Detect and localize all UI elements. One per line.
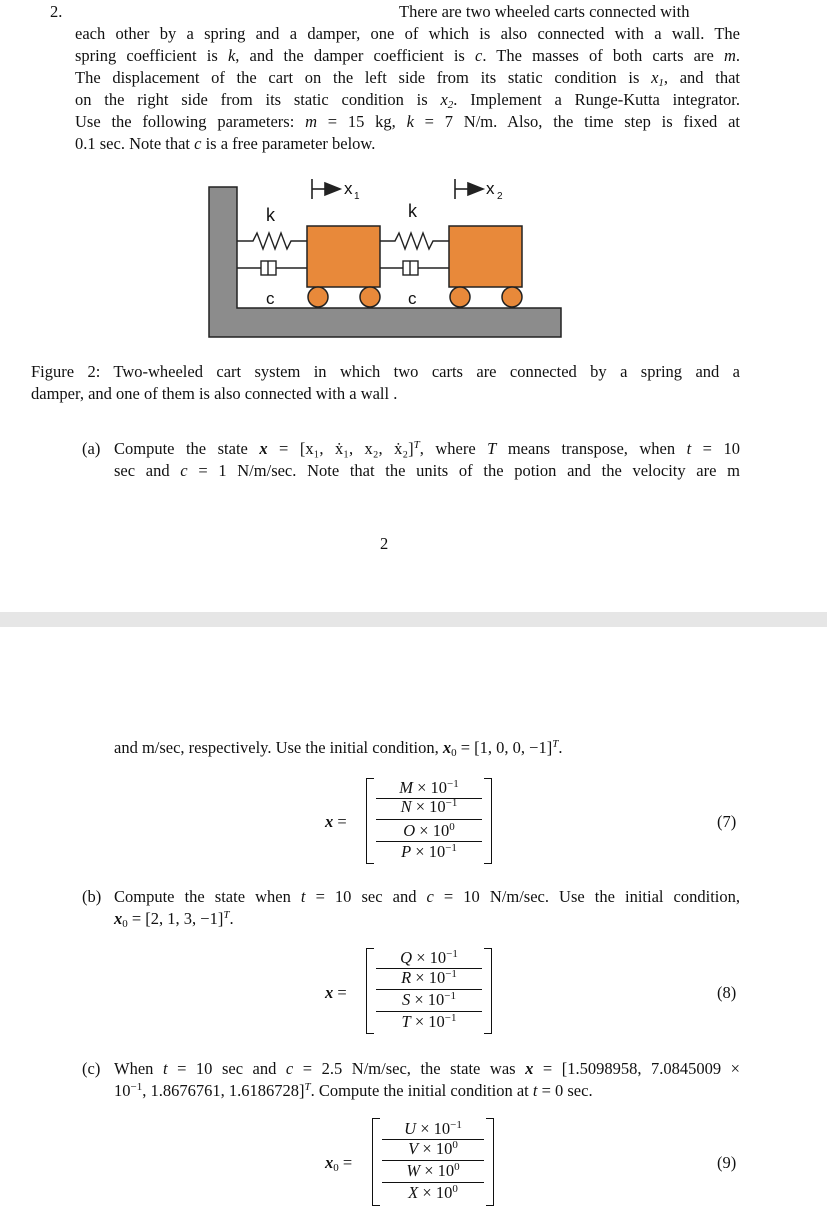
problem-intro-line-4: on the right side from its static condition is $x_2$. Implement a Runge-Kutta integrator. bbox=[75, 90, 741, 111]
matrix-c-row-3: $W \times 10^0$ bbox=[406, 1161, 460, 1180]
matrix-c-row-1: $U \times 10^{-1}$ bbox=[404, 1119, 462, 1138]
matrix-b-row-3: $S \times 10^{-1}$ bbox=[401, 990, 457, 1009]
label-k-right: k bbox=[408, 201, 417, 221]
part-a-line-2: sec and c = 1 N/m/sec. Note that the units of the potion and the velocity are m bbox=[114, 461, 740, 480]
matrix-b-row-4: $T \times 10^{-1}$ bbox=[401, 1012, 457, 1031]
matrix-b-row-2: $R \times 10^{-1}$ bbox=[401, 968, 457, 987]
label-x1-sub: 1 bbox=[354, 191, 360, 202]
damper-left bbox=[237, 261, 307, 275]
part-b-lhs: x = bbox=[325, 983, 347, 1002]
equation-number-9: (9) bbox=[717, 1153, 737, 1172]
problem-intro-line-5: Use the following parameters: m = 15 kg, k = 7 N/m. Also, the time step is fixed at bbox=[75, 112, 740, 131]
matrix-a-row-4: $P \times 10^{-1}$ bbox=[401, 842, 457, 861]
part-b-label: (b) bbox=[82, 887, 102, 906]
part-b-matrix bbox=[366, 948, 492, 1034]
cart-left bbox=[307, 226, 380, 287]
spring-right bbox=[380, 233, 449, 249]
arrow-x1-icon bbox=[312, 179, 340, 199]
part-a-line-1: Compute the state x = [x₁, ẋ₁, x₂, ẋ₂]$^T$, where T means transpose, when t = 10 bbox=[114, 439, 740, 458]
part-c-line-2: $10^{-1}$, 1.8676761, 1.6186728]$^T$. Compute the initial condition at t = 0 sec. bbox=[114, 1081, 593, 1100]
matrix-a-row-3: $O \times 10^0$ bbox=[403, 821, 455, 840]
matrix-b-row-1: $Q \times 10^{-1}$ bbox=[400, 948, 458, 967]
page-break bbox=[0, 612, 827, 627]
part-b-line-2: $x_0 = [2$, 1, 3, −1]$^T$. bbox=[114, 909, 234, 930]
label-x2-sub: 2 bbox=[497, 191, 503, 202]
spring-left bbox=[237, 233, 307, 249]
matrix-a-row-1: $M \times 10^{-1}$ bbox=[399, 778, 459, 797]
part-c-line-1: When t = 10 sec and c = 2.5 N/m/sec, the state was x = [1.5098958, 7.0845009 × bbox=[114, 1059, 740, 1078]
label-x2: x bbox=[486, 179, 495, 198]
matrix-a-row-2: $N \times 10^{-1}$ bbox=[400, 797, 458, 816]
wheel-right-2 bbox=[502, 287, 522, 307]
matrix-c-row-2: $V \times 10^0$ bbox=[408, 1139, 458, 1158]
equation-number-7: (7) bbox=[717, 812, 737, 831]
problem-intro-first: There are two wheeled carts connected with bbox=[399, 2, 690, 21]
equation-number-8: (8) bbox=[717, 983, 737, 1002]
part-c-matrix bbox=[372, 1118, 494, 1206]
part-a-continuation: and m/sec, respectively. Use the initial condition, $x_0 = [1$, 0, 0, −1]$^T$. bbox=[114, 738, 563, 759]
part-c-label: (c) bbox=[82, 1059, 101, 1078]
arrow-x2-icon bbox=[455, 179, 483, 199]
figure-caption-line-1: Figure 2: Two-wheeled cart system in which two carts are connected by a spring and a bbox=[31, 362, 740, 381]
label-c-right: c bbox=[408, 289, 417, 308]
page-number: 2 bbox=[380, 534, 389, 553]
cart-system-figure bbox=[205, 175, 565, 340]
wheel-left-1 bbox=[308, 287, 328, 307]
cart-right bbox=[449, 226, 522, 287]
label-k-left: k bbox=[266, 205, 275, 225]
wheel-right-1 bbox=[450, 287, 470, 307]
matrix-c-row-4: $X \times 10^0$ bbox=[408, 1183, 458, 1202]
problem-intro-line-1: each other by a spring and a damper, one of which is also connected with a wall. The bbox=[75, 24, 740, 43]
problem-intro-line-3: The displacement of the cart on the left side from its static condition is $x_1$, and that bbox=[75, 68, 740, 89]
part-c-lhs: $x_0$ = bbox=[325, 1153, 353, 1174]
label-c-left: c bbox=[266, 289, 275, 308]
damper-right bbox=[380, 261, 449, 275]
part-a-lhs: x = bbox=[325, 812, 347, 831]
figure-caption-line-2: damper, and one of them is also connected with a wall . bbox=[31, 384, 398, 403]
label-x1: x bbox=[344, 179, 353, 198]
wheel-left-2 bbox=[360, 287, 380, 307]
part-a-matrix bbox=[366, 778, 492, 864]
part-a-label: (a) bbox=[82, 439, 101, 458]
problem-number: 2. bbox=[50, 2, 63, 21]
problem-intro-line-2: spring coefficient is k, and the damper coefficient is c. The masses of both carts are m. bbox=[75, 46, 741, 65]
problem-intro-line-6: 0.1 sec. Note that c is a free parameter below. bbox=[75, 134, 376, 153]
part-b-line-1: Compute the state when t = 10 sec and c = 10 N/m/sec. Use the initial condition, bbox=[114, 887, 740, 906]
